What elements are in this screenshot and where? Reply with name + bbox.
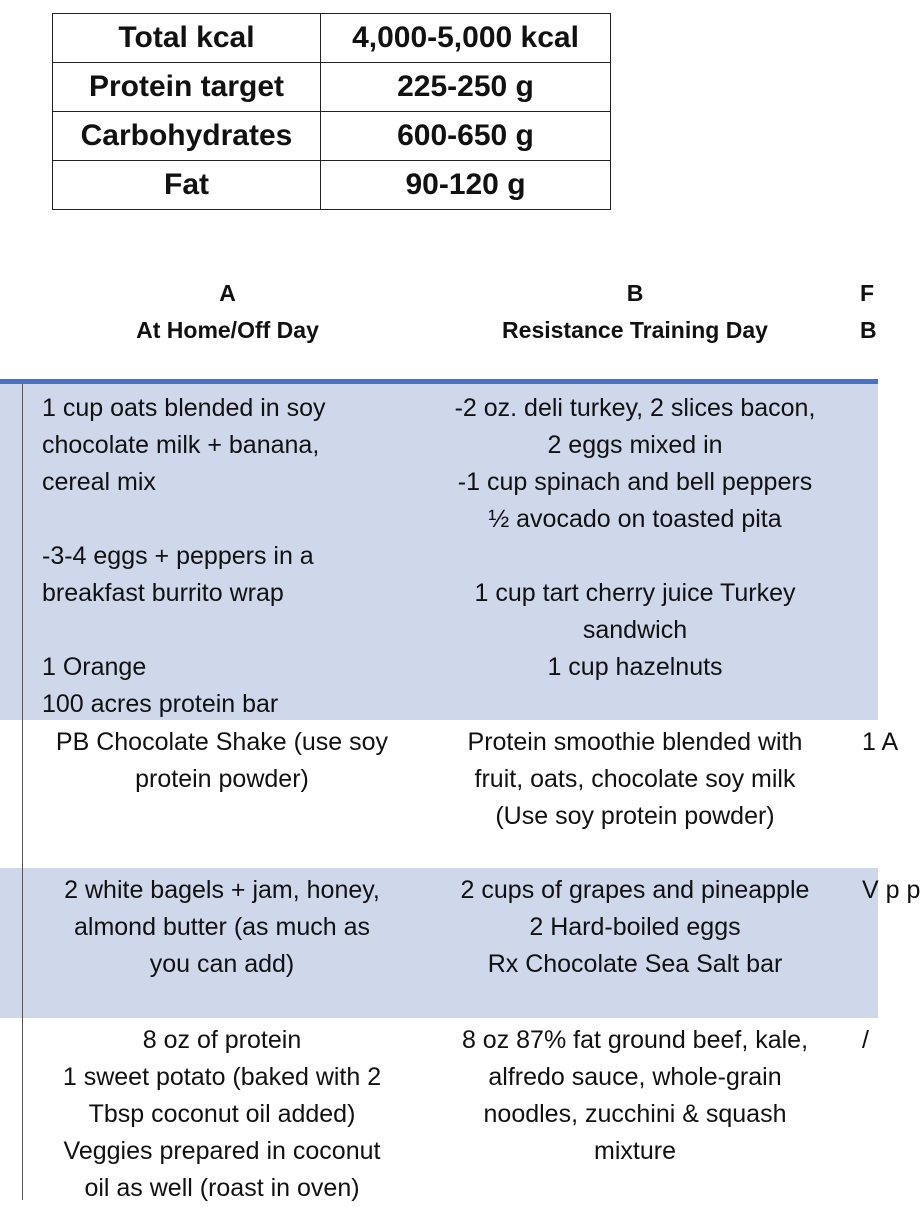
column-letter: F (860, 280, 875, 306)
meal-row-3 (0, 868, 920, 1018)
column-header-c-partial (860, 275, 900, 349)
summary-label: Carbohydrates (53, 112, 321, 161)
meal-row-2 (0, 721, 899, 868)
summary-value: 4,000-5,000 kcal (321, 14, 611, 63)
meal-cell-a: 8 oz of protein 1 sweet potato (baked with 2 Tbsp coconut oil added) Veggies prepared in coconut oil as well (roast in oven) (62, 1026, 382, 1202)
column-title: B (860, 317, 877, 343)
meal-row-4 (0, 1018, 878, 1200)
table-left-rule (22, 384, 23, 1200)
summary-value: 600-650 g (321, 112, 611, 161)
meal-cell-b: 2 cups of grapes and pineapple 2 Hard-boiled eggs Rx Chocolate Sea Salt bar (460, 876, 810, 978)
summary-value: 90-120 g (321, 161, 611, 210)
meal-cell-b: Protein smoothie blended with fruit, oats, chocolate soy milk (Use soy protein powder) (467, 728, 803, 830)
meal-cell-a: 1 cup oats blended in soy chocolate milk + banana, cereal mix -3-4 eggs + peppers in a breakfast burrito wrap 1 Orange 100 acres protein bar (42, 394, 326, 718)
macro-summary-table (52, 13, 611, 210)
column-letter: A (219, 280, 236, 306)
column-title: At Home/Off Day (136, 317, 319, 343)
summary-label: Total kcal (53, 14, 321, 63)
meal-cell-c: V p p (862, 876, 920, 904)
summary-row-protein (53, 63, 611, 112)
summary-label: Fat (53, 161, 321, 210)
column-header-b (430, 275, 840, 349)
meal-row-1 (0, 384, 878, 720)
meal-cell-a: 2 white bagels + jam, honey, almond butter (as much as you can add) (64, 876, 380, 978)
summary-row-carbohydrates (53, 112, 611, 161)
meal-cell-b: -2 oz. deli turkey, 2 slices bacon, 2 eggs mixed in -1 cup spinach and bell peppers ½ avocado on toasted pita 1 cup tart cherry juice Turkey sandwich 1 cup hazelnuts (454, 394, 816, 681)
meal-cell-c: 1 A (862, 728, 899, 756)
column-header-a (35, 275, 420, 349)
column-letter: B (626, 280, 644, 306)
column-title: Resistance Training Day (502, 317, 768, 343)
summary-row-fat (53, 161, 611, 210)
summary-row-total-kcal (53, 14, 611, 63)
summary-label: Protein target (53, 63, 321, 112)
meal-cell-a: PB Chocolate Shake (use soy protein powder) (55, 728, 389, 793)
summary-value: 225-250 g (321, 63, 611, 112)
meal-cell-b: 8 oz 87% fat ground beef, kale, alfredo sauce, whole-grain noodles, zucchini & squash mixture (461, 1026, 809, 1165)
meal-cell-c: / (862, 1026, 869, 1054)
